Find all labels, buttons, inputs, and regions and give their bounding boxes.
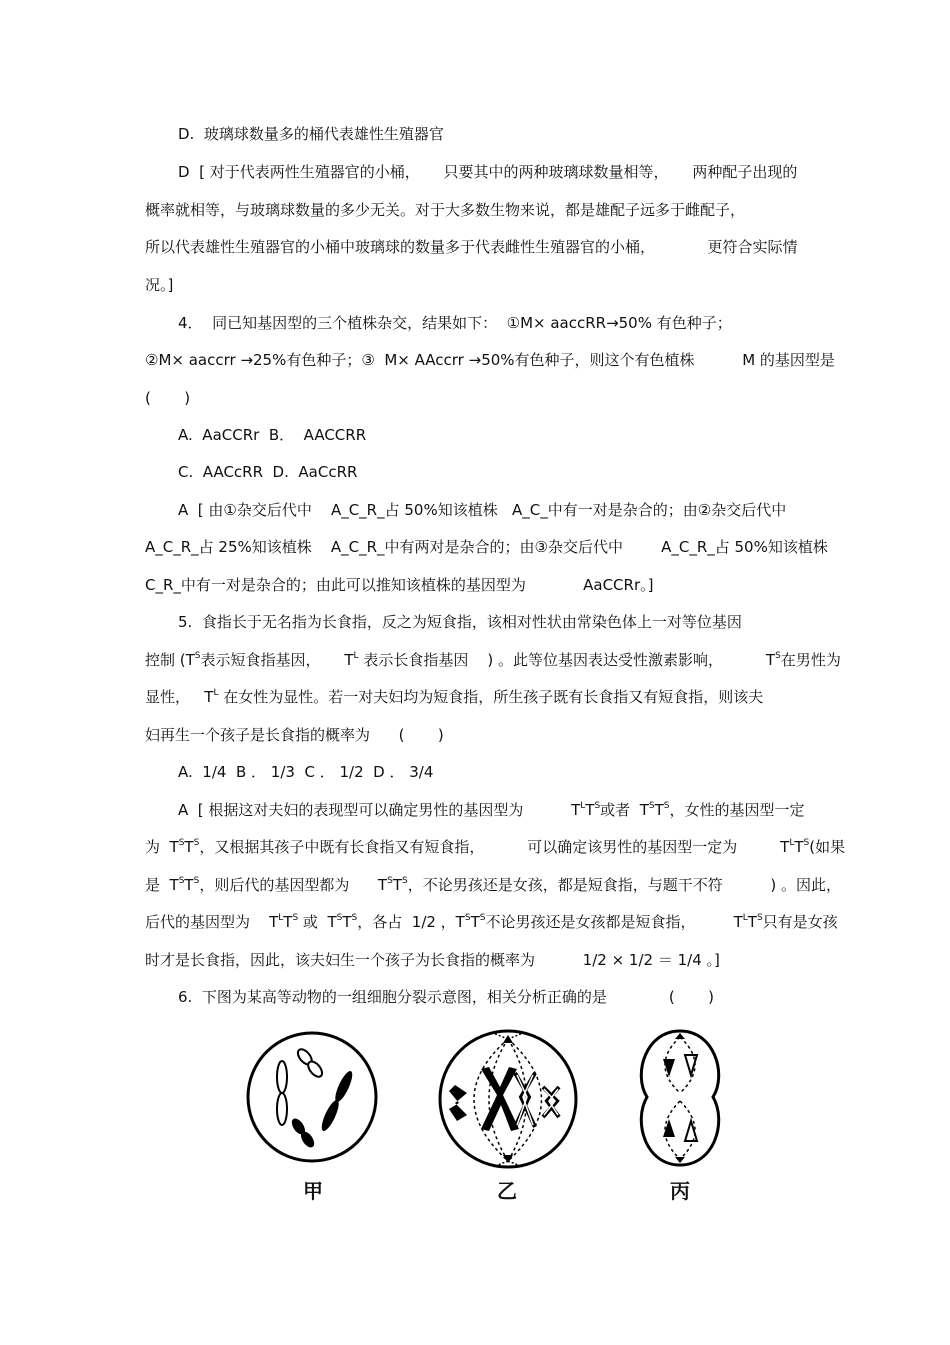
cell-division-diagram: [245, 1025, 725, 1175]
q5-explain-line-5: 时才是长食指，因此，该夫妇生一个孩子为长食指的概率为 1/2 × 1/2 ＝ 1/4 。]: [145, 951, 720, 969]
option-d-previous: D. 玻璃球数量多的桶代表雄性生殖器官: [178, 125, 444, 143]
caption-jia: 甲: [303, 1179, 323, 1203]
q4-stem-line-2: ②M× aaccrr →25%有色种子；③ M× AAccrr →50%有色种子，则这个有色植株 M 的基因型是: [145, 351, 835, 369]
q5-stem-line-2: 控制 ($T^S$表示短食指基因， $T^L$ 表示长食指基因 ) 。此等位基因表达受性激素影响， $T^S$在男性为: [145, 651, 841, 669]
q3-explain-line-1: D [ 对于代表两性生殖器官的小桶， 只要其中的两种玻璃球数量相等， 两种配子出现的: [178, 163, 798, 181]
q5-explain-line-4: 后代的基因型为 $T^LT^S$ 或 $T^ST^S$，各占 1/2 ，$T^ST^S$不论男孩还是女孩都是短食指， $T^LT^S$只有是女孩: [145, 913, 838, 931]
chromosome: [289, 1116, 317, 1150]
q5-stem-line-4: 妇再生一个孩子是长食指的概率为 ( ): [145, 726, 444, 744]
q4-options-line-1: A. AaCCRr B． AACCRR: [178, 426, 367, 444]
q5-explain-line-3: 是 $T^ST^S$，则后代的基因型都为 $T^ST^S$，不论男孩还是女孩，都是短食指，与题干不符 ) 。因此，: [145, 876, 842, 894]
q4-explain-line-1: A [ 由①杂交后代中 A_C_R_占 50%知该植株 A_C_中有一对是杂合的；由②杂交后代中: [178, 501, 787, 519]
q3-explain-line-3: 所以代表雄性生殖器官的小桶中玻璃球的数量多于代表雌性生殖器官的小桶， 更符合实际情: [145, 238, 798, 256]
q5-explain-line-1: A [ 根据这对夫妇的表现型可以确定男性的基因型为 $T^LT^S$或者 $T^ST^S$，女性的基因型一定: [178, 801, 805, 819]
q6-stem: 6. 下图为某高等动物的一组细胞分裂示意图，相关分析正确的是 ( ): [178, 988, 714, 1006]
q5-stem-line-3: 显性， $T^L$ 在女性为显性。若一对夫妇均为短食指，所生孩子既有长食指又有短食指，则该夫: [145, 688, 764, 706]
cell-division-figure: [245, 1025, 725, 1215]
q4-options-line-2: C. AACcRR D. AaCcRR: [178, 463, 358, 481]
cell-yi: [440, 1031, 576, 1167]
chromosome: [277, 1061, 287, 1125]
q4-stem-line-1: 4． 同已知基因型的三个植株杂交，结果如下： ①M× aaccRR→50% 有色种子；: [178, 314, 732, 332]
chromosome: [449, 1085, 467, 1121]
q4-explain-line-3: C_R_中有一对是杂合的；由此可以推知该植株的基因型为 AaCCRr。]: [145, 576, 654, 594]
cell-bing: [641, 1031, 718, 1165]
q5-stem-line-1: 5. 食指长于无名指为长食指，反之为短食指，该相对性状由常染色体上一对等位基因: [178, 613, 742, 631]
q3-explain-line-2: 概率就相等，与玻璃球数量的多少无关。对于大多数生物来说，都是雄配子远多于雌配子，: [145, 201, 746, 219]
q4-stem-line-3: ( ): [145, 389, 191, 407]
chromosome: [481, 1067, 519, 1131]
caption-bing: 丙: [670, 1179, 690, 1203]
chromosome: [663, 1055, 697, 1141]
q5-options: A. 1/4 B ． 1/3 C ． 1/2 D ． 3/4: [178, 763, 434, 781]
chromosome: [295, 1047, 325, 1079]
caption-yi: 乙: [497, 1179, 517, 1203]
cell-jia: [248, 1033, 376, 1161]
q3-explain-line-4: 况。]: [145, 276, 174, 294]
q4-explain-line-2: A_C_R_占 25%知该植株 A_C_R_中有两对是杂合的；由③杂交后代中 A_C_R_占 50%知该植株: [145, 538, 828, 556]
chromosome: [319, 1069, 356, 1133]
q5-explain-line-2: 为 $T^ST^S$，又根据其孩子中既有长食指又有短食指， 可以确定该男性的基因型一定为 $T^LT^S$(如果: [145, 838, 846, 856]
chromosome: [543, 1087, 559, 1117]
chromosome: [515, 1073, 535, 1127]
